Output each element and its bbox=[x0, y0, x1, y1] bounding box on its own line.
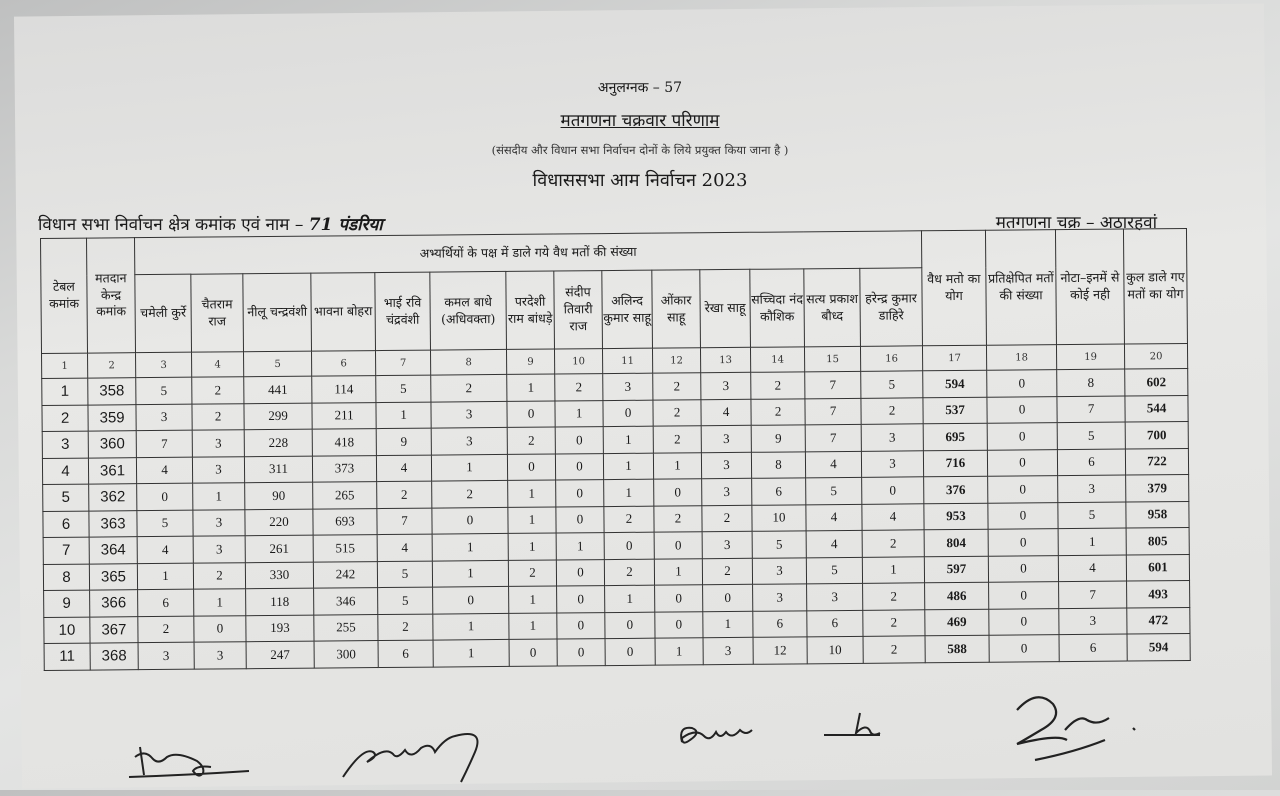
table-cell: 3 bbox=[702, 531, 752, 558]
column-number: 16 bbox=[860, 346, 922, 372]
col-header-10: संदीप तिवारी राज bbox=[554, 271, 603, 349]
table-cell: 1 bbox=[603, 426, 653, 453]
table-cell: 1 bbox=[433, 639, 509, 666]
table-cell: 1 bbox=[1058, 528, 1126, 555]
column-number: 18 bbox=[986, 345, 1056, 371]
table-cell: 330 bbox=[245, 562, 313, 589]
table-cell: 1 bbox=[862, 556, 924, 583]
table-cell: 7 bbox=[805, 371, 861, 398]
table-cell: 0 bbox=[605, 612, 655, 639]
table-cell: 2 bbox=[751, 372, 805, 399]
table-cell: 0 bbox=[703, 584, 753, 611]
table-cell: 1 bbox=[603, 453, 653, 480]
table-cell: 493 bbox=[1127, 580, 1190, 607]
column-number: 14 bbox=[750, 347, 804, 372]
col-header-4: चैतराम राज bbox=[191, 274, 244, 352]
constituency-label: विधान सभा निर्वाचन क्षेत्र कमांक एवं नाम – bbox=[38, 215, 304, 235]
table-cell: 9 bbox=[376, 428, 431, 455]
round-label: मतगणना चक्र – अठारहवां bbox=[995, 213, 1157, 233]
table-cell: 3 bbox=[193, 536, 245, 563]
table-cell: 4 bbox=[376, 455, 431, 482]
table-cell: 5 bbox=[376, 375, 431, 402]
col-header-14: सच्चिदा नंद कौशिक bbox=[750, 269, 805, 347]
table-cell: 1 bbox=[432, 560, 508, 587]
table-cell: 367 bbox=[90, 616, 138, 643]
table-cell: 2 bbox=[431, 374, 507, 401]
table-cell: 1 bbox=[604, 479, 654, 506]
table-cell: 2 bbox=[653, 399, 701, 426]
col-header-7: भाई रवि चंद्रवंशी bbox=[375, 272, 431, 350]
table-cell: 7 bbox=[136, 430, 192, 457]
table-cell: 368 bbox=[90, 643, 138, 670]
table-cell: 4 bbox=[136, 457, 192, 484]
table-cell: 4 bbox=[805, 451, 861, 478]
table-cell: 2 bbox=[604, 559, 654, 586]
table-cell: 2 bbox=[702, 505, 752, 532]
col-header-13: रेखा साहू bbox=[700, 269, 751, 347]
signature-5 bbox=[1005, 690, 1145, 774]
table-cell: 247 bbox=[246, 641, 314, 668]
table-cell: 0 bbox=[988, 529, 1058, 556]
table-cell: 6 bbox=[43, 511, 89, 538]
table-cell: 3 bbox=[703, 637, 753, 664]
table-cell: 362 bbox=[89, 484, 137, 511]
table-cell: 3 bbox=[701, 452, 751, 479]
table-cell: 0 bbox=[989, 608, 1059, 635]
table-cell: 366 bbox=[90, 590, 138, 617]
table-cell: 2 bbox=[863, 636, 925, 663]
table-cell: 220 bbox=[245, 509, 313, 536]
table-cell: 1 bbox=[432, 533, 508, 560]
table-cell: 7 bbox=[377, 508, 432, 535]
table-cell: 1 bbox=[655, 638, 703, 665]
table-cell: 1 bbox=[509, 586, 557, 613]
table-cell: 716 bbox=[923, 450, 987, 477]
table-cell: 8 bbox=[1057, 369, 1125, 396]
table-cell: 2 bbox=[751, 398, 805, 425]
table-cell: 3 bbox=[807, 583, 863, 610]
table-cell: 8 bbox=[43, 564, 89, 591]
results-body bbox=[42, 343, 1191, 669]
signature-1 bbox=[125, 735, 285, 789]
table-cell: 2 bbox=[653, 426, 701, 453]
table-cell: 5 bbox=[1057, 422, 1125, 449]
table-cell: 299 bbox=[244, 403, 312, 430]
table-cell: 601 bbox=[1126, 554, 1189, 581]
table-cell: 1 bbox=[507, 374, 555, 401]
table-cell: 255 bbox=[314, 614, 378, 641]
table-cell: 4 bbox=[806, 530, 862, 557]
table-cell: 8 bbox=[751, 451, 805, 478]
table-cell: 0 bbox=[556, 480, 604, 507]
col-header-2: मतदान केन्द्र कमांक bbox=[87, 238, 136, 353]
table-cell: 1 bbox=[605, 585, 655, 612]
table-cell: 0 bbox=[137, 483, 193, 510]
table-cell: 3 bbox=[603, 373, 653, 400]
table-cell: 114 bbox=[312, 376, 376, 403]
table-cell: 2 bbox=[555, 374, 603, 401]
table-cell: 359 bbox=[88, 404, 136, 431]
table-cell: 3 bbox=[752, 557, 806, 584]
table-cell: 376 bbox=[924, 476, 988, 503]
table-cell: 805 bbox=[1126, 527, 1189, 554]
table-cell: 6 bbox=[752, 478, 806, 505]
table-cell: 4 bbox=[1058, 555, 1126, 582]
table-cell: 2 bbox=[508, 560, 556, 587]
table-cell: 2 bbox=[653, 373, 701, 400]
table-cell: 90 bbox=[245, 482, 313, 509]
table-cell: 1 bbox=[194, 589, 246, 616]
table-cell: 1 bbox=[653, 452, 701, 479]
col-header-5: नीलू चन्द्रवंशी bbox=[243, 273, 312, 352]
col-header-9: परदेशी राम बांधड़े bbox=[506, 271, 555, 349]
table-cell: 7 bbox=[1059, 581, 1127, 608]
table-cell: 441 bbox=[244, 376, 312, 403]
table-cell: 4 bbox=[806, 504, 862, 531]
table-cell: 3 bbox=[138, 642, 194, 669]
table-cell: 12 bbox=[753, 637, 807, 664]
table-cell: 363 bbox=[89, 510, 137, 537]
table-cell: 5 bbox=[752, 531, 806, 558]
column-number: 15 bbox=[804, 346, 860, 371]
col-header-12: ओंकार साहू bbox=[652, 270, 701, 348]
column-number: 19 bbox=[1056, 344, 1124, 370]
table-cell: 2 bbox=[192, 377, 244, 404]
table-cell: 4 bbox=[862, 503, 924, 530]
table-cell: 2 bbox=[862, 530, 924, 557]
table-cell: 1 bbox=[703, 611, 753, 638]
table-cell: 0 bbox=[654, 532, 702, 559]
column-number: 1 bbox=[42, 353, 88, 378]
table-cell: 958 bbox=[1126, 501, 1189, 528]
table-cell: 0 bbox=[603, 400, 653, 427]
results-table bbox=[40, 228, 1191, 670]
table-cell: 3 bbox=[431, 427, 507, 454]
table-cell: 700 bbox=[1125, 421, 1188, 448]
table-cell: 5 bbox=[861, 371, 923, 398]
signature-4 bbox=[818, 705, 898, 749]
column-number: 10 bbox=[554, 349, 602, 374]
table-cell: 0 bbox=[989, 582, 1059, 609]
table-cell: 300 bbox=[314, 641, 378, 668]
table-cell: 0 bbox=[433, 586, 509, 613]
table-cell: 594 bbox=[923, 370, 987, 397]
table-cell: 5 bbox=[136, 377, 192, 404]
table-cell: 3 bbox=[193, 509, 245, 536]
table-cell: 0 bbox=[556, 559, 604, 586]
column-number: 5 bbox=[244, 351, 312, 377]
table-cell: 1 bbox=[654, 558, 702, 585]
table-cell: 7 bbox=[43, 537, 89, 564]
table-cell: 2 bbox=[863, 583, 925, 610]
table-cell: 0 bbox=[987, 370, 1057, 397]
signature-3 bbox=[672, 717, 762, 761]
table-cell: 0 bbox=[987, 423, 1057, 450]
page-subtitle: (संसदीय और विधान सभा निर्वाचन दोनों के लिये प्रयुक्त किया जाना है ) bbox=[491, 143, 789, 157]
table-cell: 537 bbox=[923, 397, 987, 424]
table-cell: 3 bbox=[42, 431, 88, 458]
table-cell: 5 bbox=[43, 484, 89, 511]
column-number: 4 bbox=[192, 352, 244, 377]
col-header-1: टेबल कमांक bbox=[41, 238, 88, 353]
column-number: 8 bbox=[430, 349, 506, 375]
column-number: 17 bbox=[922, 345, 986, 371]
table-cell: 10 bbox=[752, 504, 806, 531]
table-cell: 11 bbox=[44, 643, 90, 670]
table-cell: 4 bbox=[137, 536, 193, 563]
table-cell: 0 bbox=[507, 454, 555, 481]
column-number: 11 bbox=[602, 348, 652, 373]
constituency-value: 71 पंडरिया bbox=[308, 215, 383, 235]
table-cell: 7 bbox=[1057, 396, 1125, 423]
table-cell: 1 bbox=[508, 533, 556, 560]
table-cell: 6 bbox=[807, 610, 863, 637]
table-cell: 3 bbox=[861, 450, 923, 477]
table-cell: 3 bbox=[136, 404, 192, 431]
table-cell: 7 bbox=[805, 398, 861, 425]
table-cell: 311 bbox=[244, 456, 312, 483]
table-cell: 0 bbox=[988, 476, 1058, 503]
col-header-18: प्रतिक्षेपित मतों की संख्या bbox=[985, 230, 1056, 346]
table-cell: 0 bbox=[555, 427, 603, 454]
table-cell: 3 bbox=[701, 425, 751, 452]
column-number: 13 bbox=[700, 347, 750, 372]
table-cell: 3 bbox=[192, 456, 244, 483]
table-cell: 5 bbox=[1058, 502, 1126, 529]
table-cell: 2 bbox=[138, 616, 194, 643]
column-number: 2 bbox=[88, 353, 136, 378]
table-cell: 5 bbox=[806, 557, 862, 584]
table-cell: 358 bbox=[88, 378, 136, 405]
table-cell: 418 bbox=[312, 429, 376, 456]
table-cell: 0 bbox=[987, 396, 1057, 423]
table-cell: 5 bbox=[137, 510, 193, 537]
table-cell: 118 bbox=[246, 588, 314, 615]
table-cell: 9 bbox=[751, 425, 805, 452]
col-header-16: हरेन्द्र कुमार डाहिरे bbox=[860, 268, 923, 347]
table-cell: 193 bbox=[246, 615, 314, 642]
table-cell: 2 bbox=[604, 506, 654, 533]
table-cell: 3 bbox=[861, 424, 923, 451]
table-cell: 0 bbox=[654, 479, 702, 506]
table-cell: 1 bbox=[193, 483, 245, 510]
table-cell: 0 bbox=[988, 555, 1058, 582]
table-cell: 1 bbox=[556, 533, 604, 560]
column-number: 6 bbox=[311, 351, 375, 377]
signature-2 bbox=[335, 722, 515, 796]
table-cell: 594 bbox=[1127, 633, 1190, 660]
table-cell: 3 bbox=[702, 478, 752, 505]
table-cell: 804 bbox=[924, 529, 988, 556]
candidates-group-header: अभ्यर्थियों के पक्ष में डाले गये वैध मतों की संख्या bbox=[135, 231, 922, 275]
table-cell: 953 bbox=[924, 503, 988, 530]
table-cell: 4 bbox=[377, 534, 432, 561]
table-cell: 602 bbox=[1125, 368, 1188, 395]
table-cell: 4 bbox=[701, 399, 751, 426]
table-cell: 211 bbox=[312, 402, 376, 429]
table-cell: 486 bbox=[925, 582, 989, 609]
table-cell: 0 bbox=[509, 639, 557, 666]
table-cell: 1 bbox=[42, 378, 88, 405]
table-cell: 469 bbox=[925, 609, 989, 636]
table-cell: 0 bbox=[556, 506, 604, 533]
col-header-11: अलिन्द कुमार साहू bbox=[602, 270, 653, 348]
table-cell: 379 bbox=[1126, 474, 1189, 501]
table-cell: 10 bbox=[807, 636, 863, 663]
table-cell: 3 bbox=[701, 372, 751, 399]
table-cell: 0 bbox=[507, 401, 555, 428]
table-cell: 3 bbox=[1058, 475, 1126, 502]
table-cell: 2 bbox=[378, 614, 433, 641]
table-cell: 228 bbox=[244, 429, 312, 456]
col-header-8: कमल बाधे (अधिवक्ता) bbox=[430, 271, 507, 350]
table-cell: 0 bbox=[194, 615, 246, 642]
table-cell: 3 bbox=[194, 642, 246, 669]
table-cell: 0 bbox=[555, 453, 603, 480]
table-cell: 0 bbox=[655, 585, 703, 612]
table-cell: 0 bbox=[604, 532, 654, 559]
table-cell: 597 bbox=[924, 556, 988, 583]
table-cell: 0 bbox=[862, 477, 924, 504]
table-cell: 0 bbox=[655, 611, 703, 638]
column-number: 7 bbox=[375, 350, 430, 375]
col-header-3: चमेली कुर्रे bbox=[135, 274, 192, 352]
table-cell: 265 bbox=[313, 482, 377, 509]
col-header-20: कुल डाले गए मतों का योग bbox=[1123, 228, 1187, 344]
table-cell: 3 bbox=[431, 401, 507, 428]
table-cell: 364 bbox=[89, 537, 137, 564]
table-cell: 1 bbox=[431, 454, 507, 481]
column-number: 20 bbox=[1124, 343, 1187, 369]
table-cell: 2 bbox=[507, 427, 555, 454]
table-cell: 0 bbox=[432, 507, 508, 534]
table-cell: 6 bbox=[1059, 634, 1127, 661]
table-cell: 1 bbox=[509, 613, 557, 640]
table-cell: 472 bbox=[1127, 607, 1190, 634]
constituency-line bbox=[38, 212, 383, 235]
col-header-17: वैध मतो का योग bbox=[921, 230, 986, 346]
table-cell: 0 bbox=[557, 586, 605, 613]
table-cell: 2 bbox=[702, 558, 752, 585]
table-cell: 515 bbox=[313, 535, 377, 562]
table-cell: 360 bbox=[88, 431, 136, 458]
table-cell: 1 bbox=[433, 613, 509, 640]
col-header-19: नोटा–इनमें से कोई नही bbox=[1055, 229, 1124, 345]
table-cell: 695 bbox=[923, 423, 987, 450]
table-cell: 5 bbox=[378, 587, 433, 614]
table-cell: 0 bbox=[605, 638, 655, 665]
table-cell: 3 bbox=[192, 430, 244, 457]
table-cell: 365 bbox=[89, 563, 137, 590]
table-cell: 373 bbox=[312, 455, 376, 482]
table-cell: 2 bbox=[432, 480, 508, 507]
table-cell: 1 bbox=[508, 507, 556, 534]
page-title: मतगणना चक्रवार परिणाम bbox=[560, 111, 720, 131]
col-header-6: भावना बोहरा bbox=[311, 273, 376, 352]
table-cell: 0 bbox=[557, 639, 605, 666]
table-cell: 0 bbox=[557, 612, 605, 639]
table-cell: 2 bbox=[654, 505, 702, 532]
table-cell: 6 bbox=[138, 589, 194, 616]
table-cell: 2 bbox=[193, 562, 245, 589]
table-cell: 722 bbox=[1125, 448, 1188, 475]
annex-number: अनुलग्नक – 57 bbox=[597, 80, 683, 96]
table-cell: 9 bbox=[44, 590, 90, 617]
table-cell: 588 bbox=[925, 635, 989, 662]
election-name: विधाससभा आम निर्वाचन 2023 bbox=[532, 170, 748, 191]
column-number: 3 bbox=[136, 352, 192, 377]
table-cell: 361 bbox=[88, 457, 136, 484]
table-cell: 2 bbox=[861, 397, 923, 424]
table-cell: 0 bbox=[988, 502, 1058, 529]
column-number: 9 bbox=[506, 349, 554, 374]
table-cell: 3 bbox=[753, 584, 807, 611]
column-number: 12 bbox=[652, 348, 700, 373]
table-cell: 261 bbox=[245, 535, 313, 562]
header-row-group bbox=[41, 228, 1187, 275]
table-cell: 1 bbox=[508, 480, 556, 507]
table-cell: 2 bbox=[863, 609, 925, 636]
table-cell: 2 bbox=[42, 405, 88, 432]
table-cell: 0 bbox=[989, 635, 1059, 662]
table-cell: 2 bbox=[377, 481, 432, 508]
table-cell: 10 bbox=[44, 617, 90, 644]
table-cell: 242 bbox=[313, 561, 377, 588]
col-header-15: सत्य प्रकाश बौध्द bbox=[804, 268, 861, 346]
table-cell: 1 bbox=[555, 400, 603, 427]
table-cell: 1 bbox=[137, 563, 193, 590]
table-cell: 0 bbox=[987, 449, 1057, 476]
table-cell: 693 bbox=[313, 508, 377, 535]
table-cell: 6 bbox=[1057, 449, 1125, 476]
table-cell: 544 bbox=[1125, 395, 1188, 422]
table-cell: 5 bbox=[377, 561, 432, 588]
table-cell: 1 bbox=[376, 402, 431, 429]
table-cell: 7 bbox=[805, 424, 861, 451]
table-cell: 4 bbox=[42, 458, 88, 485]
table-cell: 2 bbox=[192, 403, 244, 430]
table-cell: 5 bbox=[806, 477, 862, 504]
table-cell: 6 bbox=[378, 640, 433, 667]
table-cell: 346 bbox=[314, 588, 378, 615]
table-cell: 3 bbox=[1059, 608, 1127, 635]
table-cell: 6 bbox=[753, 610, 807, 637]
